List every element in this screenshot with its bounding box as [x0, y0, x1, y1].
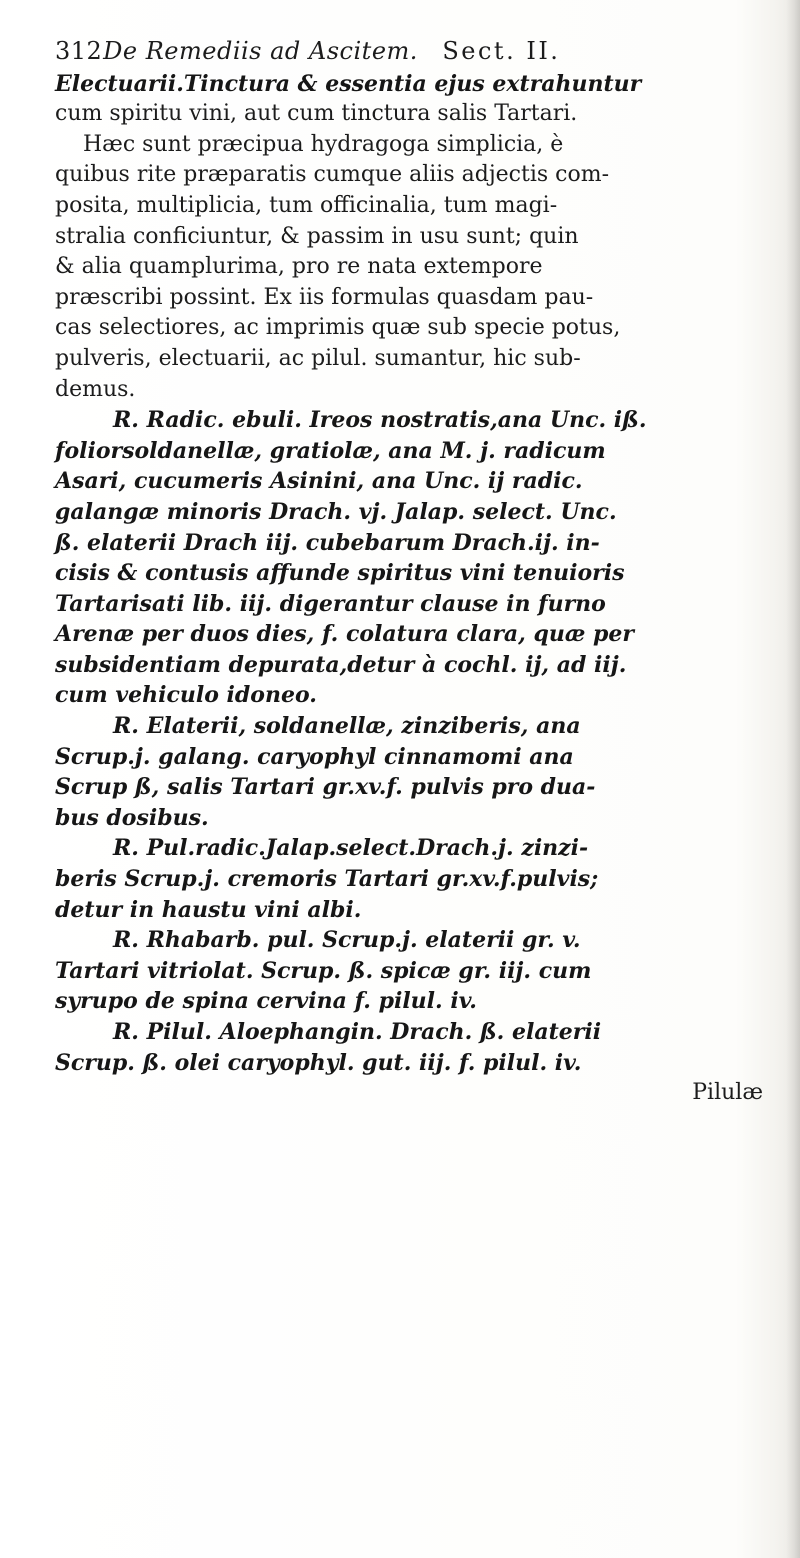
catchword: Pilulæ	[692, 1080, 763, 1106]
running-title: De Remediis ad Ascitem.	[103, 37, 418, 65]
text-line: & alia quamplurima, pro re nata extempore	[55, 254, 543, 280]
recipe-line: R. Rhabarb. pul. Scrup.j. elaterii gr. v.	[113, 927, 581, 954]
text-line: cum spiritu vini, aut cum tinctura salis Tartari.	[55, 101, 578, 127]
recipe-line: Arenæ per duos dies, f. colatura clara, quæ per	[55, 621, 634, 648]
page-number: 312	[55, 37, 103, 65]
recipe-line: beris Scrup.j. cremoris Tartari gr.xv.f.pulvis;	[55, 866, 599, 893]
recipe-line: bus dosibus.	[55, 804, 209, 831]
text-line: præscribi possint. Ex iis formulas quasdam pau-	[55, 284, 594, 310]
recipe-line: syrupo de spina cervina f. pilul. iv.	[55, 988, 477, 1015]
recipe-line: detur in haustu vini albi.	[55, 896, 362, 923]
recipe-line: ß. elaterii Drach iij. cubebarum Drach.ij. in-	[55, 529, 600, 556]
text-line: stralia conficiuntur, & passim in usu sunt; quin	[55, 223, 579, 249]
recipe-line: Scrup.j. galang. caryophyl cinnamomi ana	[55, 743, 574, 770]
recipe-line: cisis & contusis affunde spiritus vini tenuioris	[55, 560, 625, 587]
text-line: posita, multiplicia, tum officinalia, tum magi-	[55, 192, 558, 218]
recipe-line: foliorsoldanellæ, gratiolæ, ana M. j. radicum	[55, 437, 606, 464]
page-edge-shadow	[786, 0, 800, 1558]
text-line: demus.	[55, 376, 136, 402]
recipe-line: R. Radic. ebuli. Ireos nostratis,ana Unc. iß.	[113, 407, 647, 434]
recipe-line: subsidentiam depurata,detur à cochl. ij, ad iij.	[55, 651, 627, 678]
recipe-line: R. Pilul. Aloephangin. Drach. ß. elaterii	[113, 1019, 602, 1045]
recipe-line: Scrup. ß. olei caryophyl. gut. iij. f. pilul. iv.	[55, 1049, 582, 1076]
page-text	[55, 36, 775, 1109]
recipe-line: Tartarisati lib. iij. digerantur clause in furno	[55, 590, 606, 617]
recipe-line: galangæ minoris Drach. vj. Jalap. select. Unc.	[55, 498, 617, 525]
recipe-line: R. Elaterii, soldanellæ, zinziberis, ana	[113, 713, 581, 740]
text-line: Electuarii.Tinctura & essentia ejus extrahuntur	[55, 70, 642, 97]
recipe-line: Asari, cucumeris Asinini, ana Unc. ij radic.	[55, 468, 583, 495]
text-line: quibus rite præparatis cumque aliis adjectis com-	[55, 162, 610, 188]
recipe-line: cum vehiculo idoneo.	[55, 682, 317, 709]
recipe-line: Scrup ß, salis Tartari gr.xv.f. pulvis pro dua-	[55, 774, 596, 801]
text-line: cas selectiores, ac imprimis quæ sub specie potus,	[55, 315, 621, 341]
recipe-line: Tartari vitriolat. Scrup. ß. spicæ gr. iij. cum	[55, 957, 592, 984]
text-line: Hæc sunt præcipua hydragoga simplicia, è	[83, 131, 564, 157]
recipe-line: R. Pul.radic.Jalap.select.Drach.j. zinzi-	[113, 835, 589, 862]
running-header	[55, 36, 775, 67]
section-label: Sect. II.	[442, 37, 561, 65]
text-line: pulveris, electuarii, ac pilul. sumantur, hic sub-	[55, 345, 581, 371]
